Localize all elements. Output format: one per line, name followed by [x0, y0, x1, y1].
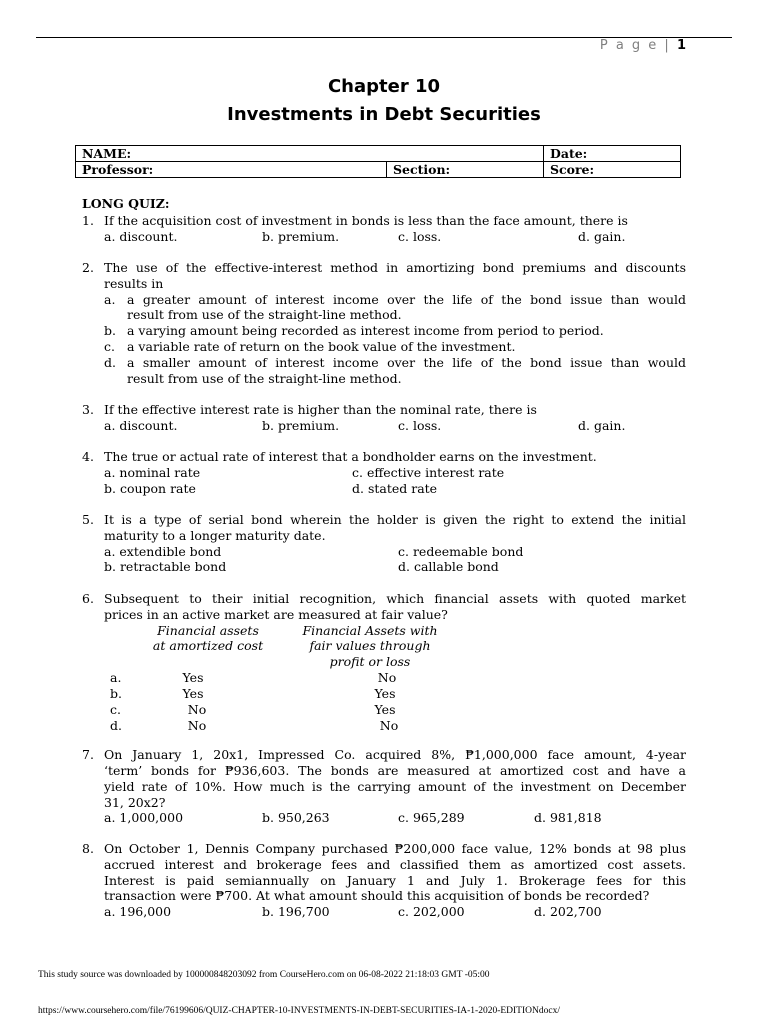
q1-option-d: d. gain. [578, 229, 626, 244]
source-url[interactable]: https://www.coursehero.com/file/76199606/QUIZ-CHAPTER-10-INVESTMENTS-IN-DEBT-SECURITIES-IA-1-2020-EDITIONdocx/ [38, 1006, 560, 1016]
q5-option-d: d. callable bond [398, 559, 499, 574]
section-cell: Section: [387, 162, 544, 178]
q5-text-line1: It is a type of serial bond wherein the holder is given the right to extend the initial [104, 512, 686, 527]
professor-cell: Professor: [76, 162, 387, 178]
q7-text-line3: yield rate of 10%. How much is the carrying amount of the investment on December [104, 779, 686, 794]
q8-text-line4: transaction were ₱700. At what amount should this acquisition of bonds be recorded? [104, 888, 650, 903]
chapter-title: Chapter 10 [327, 76, 441, 97]
q6-row-c-label: c. [110, 702, 121, 717]
q7-number: 7. [82, 747, 94, 762]
page-label: P a g e | [599, 38, 671, 53]
q2-option-d-line1: a smaller amount of interest income over the life of the bond issue than would [127, 355, 686, 370]
q6-row-d-col1: No [187, 718, 207, 733]
q3-option-b: b. premium. [262, 418, 340, 433]
q6-col1-header-line1: Financial assets [157, 623, 259, 638]
q8-text-line1: On October 1, Dennis Company purchased ₱200,000 face value, 12% bonds at 98 plus [104, 841, 686, 856]
q4-option-c: c. effective interest rate [352, 465, 505, 480]
q8-text-line2: accrued interest and brokerage fees and classified them as amortized cost assets. [104, 857, 686, 872]
q5-option-a: a. extendible bond [104, 544, 222, 559]
q6-col1-header-line2: at amortized cost [152, 638, 264, 653]
q3-number: 3. [82, 402, 94, 417]
q4-option-d: d. stated rate [352, 481, 438, 496]
q4-option-b: b. coupon rate [104, 481, 196, 496]
q6-row-d-label: d. [110, 718, 122, 733]
q2-text-line2: results in [104, 276, 164, 291]
q2-option-a-line1: a greater amount of interest income over the life of the bond issue than would [127, 292, 686, 307]
q8-option-b: b. 196,700 [262, 904, 330, 919]
q7-text-line1: On January 1, 20x1, Impressed Co. acquired 8%, ₱1,000,000 face amount, 4-year [104, 747, 686, 762]
q2-option-a-line2: result from use of the straight-line method. [127, 307, 402, 322]
q2-option-d-line2: result from use of the straight-line method. [127, 371, 402, 386]
q8-option-d: d. 202,700 [534, 904, 602, 919]
q7-text-line2: ‘term’ bonds for ₱936,603. The bonds are measured at amortized cost and have a [104, 763, 686, 778]
q6-number: 6. [82, 591, 94, 606]
q1-option-a: a. discount. [104, 229, 178, 244]
q6-row-a-col1: Yes [182, 670, 204, 685]
q6-text-line2: prices in an active market are measured at fair value? [104, 607, 448, 622]
q2-label-a: a. [104, 292, 116, 307]
chapter-subtitle: Investments in Debt Securities [227, 104, 541, 125]
q6-row-a-col2: No [377, 670, 397, 685]
q3-option-c: c. loss. [398, 418, 442, 433]
q5-option-c: c. redeemable bond [398, 544, 524, 559]
q6-col2-header-line3: profit or loss [329, 654, 411, 669]
q6-row-b-label: b. [110, 686, 122, 701]
q1-number: 1. [82, 213, 94, 228]
q2-number: 2. [82, 260, 94, 275]
q5-option-b: b. retractable bond [104, 559, 227, 574]
q8-option-a: a. 196,000 [104, 904, 172, 919]
q2-option-b: a varying amount being recorded as interest income from period to period. [127, 323, 604, 338]
q3-option-d: d. gain. [578, 418, 626, 433]
q1-option-c: c. loss. [398, 229, 442, 244]
q7-option-b: b. 950,263 [262, 810, 330, 825]
q2-label-b: b. [104, 323, 116, 338]
q6-row-b-col2: Yes [374, 686, 396, 701]
q8-number: 8. [82, 841, 94, 856]
quiz-heading: LONG QUIZ: [82, 196, 170, 211]
q4-number: 4. [82, 449, 94, 464]
date-cell: Date: [544, 146, 681, 162]
q7-option-c: c. 965,289 [398, 810, 465, 825]
q8-text-line3: Interest is paid semiannually on January 1 and July 1. Brokerage fees for this [104, 873, 686, 888]
page-header [600, 38, 686, 53]
q6-col2-header-line1: Financial Assets with [302, 623, 438, 638]
q8-option-c: c. 202,000 [398, 904, 465, 919]
q6-row-c-col2: Yes [374, 702, 396, 717]
q4-option-a: a. nominal rate [104, 465, 201, 480]
q6-row-c-col1: No [187, 702, 207, 717]
q7-option-a: a. 1,000,000 [104, 810, 184, 825]
q4-text: The true or actual rate of interest that a bondholder earns on the investment. [104, 449, 597, 464]
source-note: This study source was downloaded by 100000848203092 from CourseHero.com on 06-08-2022 21:18:03 GMT -05:00 [38, 970, 490, 980]
q6-row-d-col2: No [379, 718, 399, 733]
q2-text-line1: The use of the effective-interest method in amortizing bond premiums and discounts [104, 260, 686, 275]
q2-label-d: d. [104, 355, 116, 370]
q1-text: If the acquisition cost of investment in bonds is less than the face amount, there is [104, 213, 628, 228]
student-info-table [75, 145, 681, 178]
score-cell: Score: [544, 162, 681, 178]
q3-text: If the effective interest rate is higher than the nominal rate, there is [104, 402, 537, 417]
name-cell: NAME: [76, 146, 544, 162]
page-number: 1 [676, 38, 686, 53]
q6-row-a-label: a. [110, 670, 122, 685]
q6-col2-header-line2: fair values through [309, 638, 431, 653]
q3-option-a: a. discount. [104, 418, 178, 433]
q7-option-d: d. 981,818 [534, 810, 602, 825]
q2-option-c: a variable rate of return on the book value of the investment. [127, 339, 516, 354]
q6-row-b-col1: Yes [182, 686, 204, 701]
q2-label-c: c. [104, 339, 115, 354]
q6-text-line1: Subsequent to their initial recognition, which financial assets with quoted market [104, 591, 686, 606]
q5-number: 5. [82, 512, 94, 527]
q5-text-line2: maturity to a longer maturity date. [104, 528, 326, 543]
q7-text-line4: 31, 20x2? [104, 795, 166, 810]
q1-option-b: b. premium. [262, 229, 340, 244]
